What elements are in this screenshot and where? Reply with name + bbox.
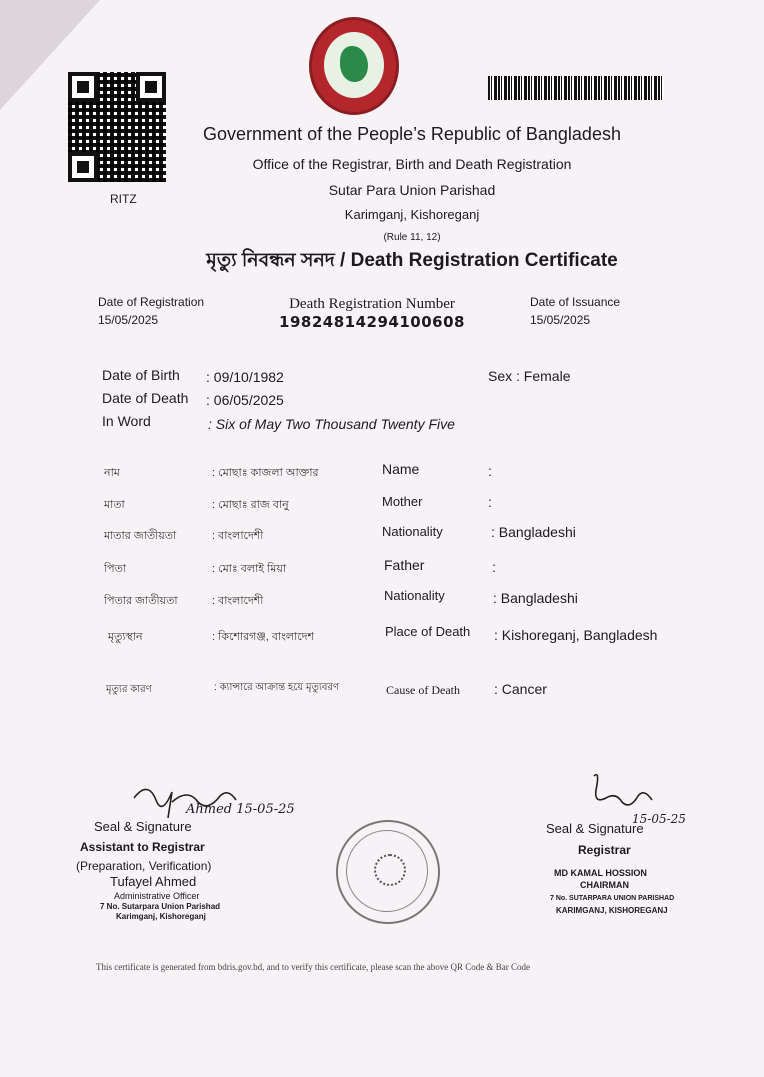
place-of-death-label: Place of Death <box>385 624 471 639</box>
assistant-place: Karimganj, Kishoreganj <box>116 912 206 921</box>
bn-father-value: : মোঃ বলাই মিয়া <box>212 563 287 575</box>
registrar-title: CHAIRMAN <box>580 880 629 890</box>
father-nationality-value: : Bangladeshi <box>493 590 578 606</box>
father-label: Father <box>384 557 425 573</box>
registration-date-label: Date of Registration <box>98 295 205 309</box>
right-signature-date: 15-05-25 <box>632 812 686 826</box>
name-value: : <box>488 463 492 479</box>
right-seal-label: Seal & Signature <box>546 821 644 836</box>
bn-place-of-death-label: মৃত্যুস্থান <box>108 631 143 643</box>
place-of-death-value: : Kishoreganj, Bangladesh <box>494 627 658 643</box>
mother-nationality-value: : Bangladeshi <box>491 524 576 540</box>
left-signature-date: Ahmed 15-05-25 <box>186 802 295 817</box>
certificate-title: মৃত্যু নিবন্ধন সনদ / Death Registration Certificate <box>206 250 618 271</box>
left-seal-label: Seal & Signature <box>94 819 192 834</box>
issuance-date-block <box>530 295 620 327</box>
bn-father-nationality-label: পিতার জাতীয়তা <box>104 595 178 607</box>
preparation-note: (Preparation, Verification) <box>76 859 212 873</box>
mother-value: : <box>488 494 492 510</box>
registration-number-label: Death Registration Number <box>289 296 455 312</box>
barcode-icon[interactable] <box>488 76 664 100</box>
bn-mother-nationality-label: মাতার জাতীয়তা <box>104 530 177 542</box>
dod-value: : 06/05/2025 <box>206 392 284 408</box>
name-label: Name <box>382 461 420 477</box>
bn-mother-nationality-value: : বাংলাদেশী <box>212 530 264 542</box>
bn-cause-of-death-value: : ক্যান্সারে আক্রান্ত হয়ে মৃত্যুবরণ <box>214 682 340 693</box>
ritz-label: RITZ <box>110 192 137 206</box>
registration-number-value: 19824814294100608 <box>279 313 465 331</box>
bn-father-nationality-value: : বাংলাদেশী <box>212 595 264 607</box>
government-title: Government of the People’s Republic of Bangladesh <box>203 124 621 144</box>
mother-nationality-label: Nationality <box>382 524 443 539</box>
cause-of-death-value: : Cancer <box>494 681 547 697</box>
father-value: : <box>492 559 496 575</box>
mother-label: Mother <box>382 494 423 509</box>
sex-value: Sex : Female <box>488 368 571 384</box>
bn-mother-value: : মোছাঃ রাজ বানু <box>212 499 289 511</box>
union-seal-icon <box>336 820 440 924</box>
issuance-date-label: Date of Issuance <box>530 295 621 309</box>
registration-date-block <box>98 295 204 327</box>
dob-label: Date of Birth <box>102 367 180 383</box>
assistant-office: 7 No. Sutarpara Union Parishad <box>100 902 221 911</box>
office-title: Office of the Registrar, Birth and Death Registration <box>252 156 572 172</box>
cause-of-death-label: Cause of Death <box>386 683 460 697</box>
inword-label: In Word <box>102 413 151 429</box>
registrar-label: Registrar <box>578 843 631 857</box>
assistant-name: Tufayel Ahmed <box>110 874 197 889</box>
bn-name-value: : মোছাঃ কাজলা আক্তার <box>212 467 319 479</box>
rule-note: (Rule 11, 12) <box>383 232 441 243</box>
issuance-date-value: 15/05/2025 <box>530 313 591 327</box>
location: Karimganj, Kishoreganj <box>344 207 480 222</box>
registrar-office: 7 No. SUTARPARA UNION PARISHAD <box>550 895 675 902</box>
dod-label: Date of Death <box>102 390 189 406</box>
verification-footer: This certificate is generated from bdris.gov.bd, and to verify this certificate, please scan the above QR Code & Bar Code <box>96 962 531 972</box>
registrar-place: KARIMGANJ, KISHOREGANJ <box>556 906 668 915</box>
bn-father-label: পিতা <box>104 563 127 575</box>
assistant-title: Administrative Officer <box>114 891 200 901</box>
bn-name-label: নাম <box>104 467 120 479</box>
inword-value: : Six of May Two Thousand Twenty Five <box>208 416 455 432</box>
father-nationality-label: Nationality <box>384 588 445 603</box>
bn-place-of-death-value: : কিশোরগঞ্জ, বাংলাদেশ <box>212 631 314 643</box>
bn-cause-of-death-label: মৃত্যুর কারণ <box>106 684 152 695</box>
dob-value: : 09/10/1982 <box>206 369 284 385</box>
bn-mother-label: মাতা <box>104 499 125 511</box>
union-name: Sutar Para Union Parishad <box>328 182 496 198</box>
registration-number-block <box>262 296 482 331</box>
assistant-registrar-label: Assistant to Registrar <box>80 840 205 854</box>
government-emblem-icon <box>312 20 396 112</box>
registration-date-value: 15/05/2025 <box>98 313 159 327</box>
registrar-name: MD KAMAL HOSSION <box>554 868 647 878</box>
